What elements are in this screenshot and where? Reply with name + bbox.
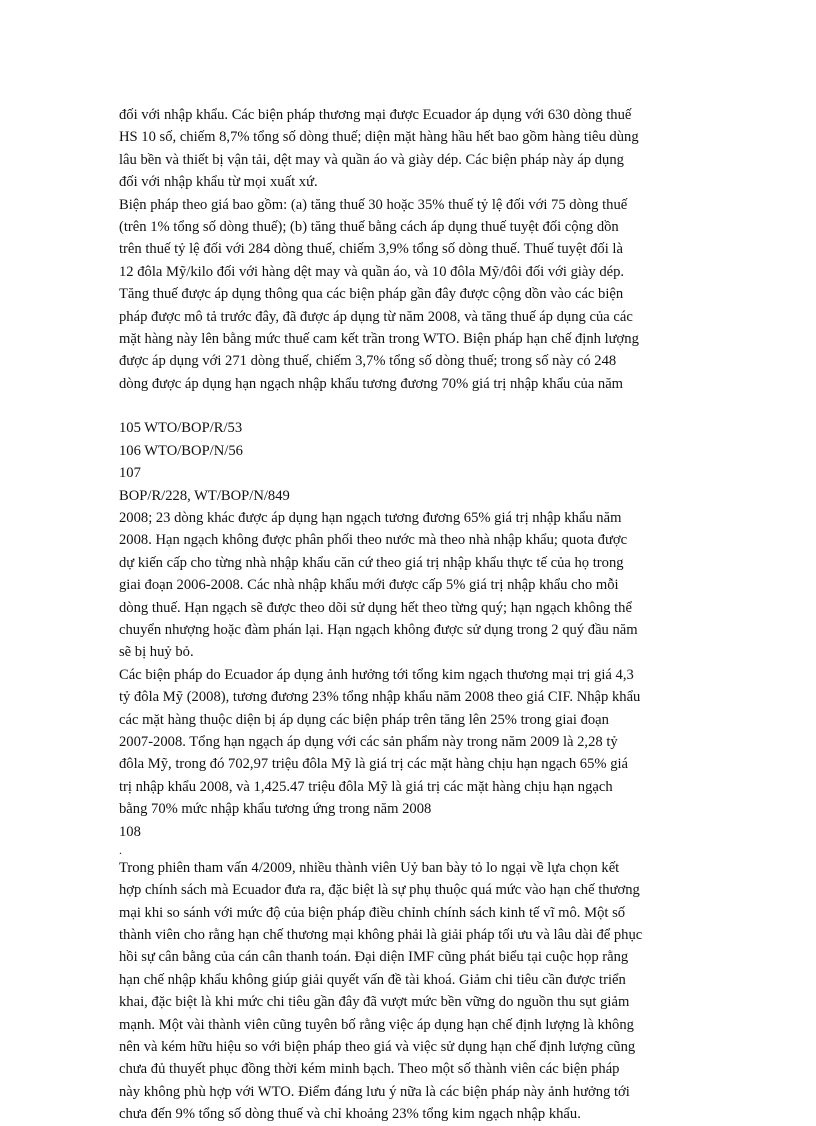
text-line: (trên 1% tổng số dòng thuế); (b) tăng thuế bằng cách áp dụng thuế tuyệt đối cộng dồn (119, 218, 619, 235)
text-line: bằng 70% mức nhập khẩu tương ứng trong năm 2008 (119, 801, 432, 818)
text-line: Biện pháp theo giá bao gồm: (a) tăng thuế 30 hoặc 35% thuế tỷ lệ đối với 75 dòng thuế (119, 196, 628, 213)
text-line: 2008; 23 dòng khác được áp dụng hạn ngạch tương đương 65% giá trị nhập khẩu năm (119, 510, 622, 527)
paragraph-2 (119, 194, 704, 396)
paragraph-4 (119, 664, 704, 821)
text-line: 2008. Hạn ngạch không được phân phối theo nước mà theo nhà nhập khẩu; quota được (119, 532, 628, 549)
text-line: chuyển nhượng hoặc đàm phán lại. Hạn ngạch không được sử dụng trong 2 quý đầu năm (119, 621, 638, 638)
paragraph-5 (119, 857, 704, 1126)
text-line: các mặt hàng thuộc diện bị áp dụng các biện pháp trên tăng lên 25% trong giai đoạn (119, 711, 609, 728)
text-line: trên thuế tỷ lệ đối với 284 dòng thuế, chiếm 3,9% tổng số dòng thuế. Thuế tuyệt đối là (119, 241, 623, 258)
footnote-107: 107 (119, 465, 141, 482)
text-line: thành viên cho rằng hạn chế thương mại không phải là giải pháp tối ưu và lâu dài để phục (119, 927, 643, 944)
paragraph-1 (119, 104, 704, 194)
text-line: dòng được áp dụng hạn ngạch nhập khẩu tương đương 70% giá trị nhập khẩu của năm (119, 375, 624, 392)
text-line: HS 10 số, chiếm 8,7% tổng số dòng thuế; diện mặt hàng hầu hết bao gồm hàng tiêu dùng (119, 129, 639, 146)
footnote-107-text: BOP/R/228, WT/BOP/N/849 (119, 487, 290, 504)
text-line: Các biện pháp do Ecuador áp dụng ảnh hưởng tới tổng kim ngạch thương mại trị giá 4,3 (119, 666, 634, 683)
text-line: mạnh. Một vài thành viên cũng tuyên bố rằng việc áp dụng hạn chế định lượng là không (119, 1016, 634, 1033)
text-line: hợp chính sách mà Ecuador đưa ra, đặc biệt là sự phụ thuộc quá mức vào hạn chế thương (119, 882, 640, 899)
text-line: dòng thuế. Hạn ngạch sẽ được theo dõi sử dụng hết theo từng quý; hạn ngạch không thể (119, 599, 632, 616)
text-line: chưa đủ thuyết phục đồng thời kém minh bạch. Theo một số thành viên các biện pháp (119, 1061, 620, 1078)
text-line: mặt hàng này lên bằng mức thuế cam kết trần trong WTO. Biện pháp hạn chế định lượng (119, 330, 639, 347)
text-line: đối với nhập khẩu từ mọi xuất xứ. (119, 174, 318, 191)
text-line: tỷ đôla Mỹ (2008), tương đương 23% tổng nhập khẩu năm 2008 theo giá CIF. Nhập khẩu (119, 689, 641, 706)
paragraph-3 (119, 507, 704, 664)
text-line: chưa đến 9% tổng số dòng thuế và chỉ khoảng 23% tổng kim ngạch nhập khẩu. (119, 1106, 581, 1123)
footnote-105: 105 WTO/BOP/R/53 (119, 420, 243, 437)
text-line: 2007-2008. Tổng hạn ngạch áp dụng với các sản phẩm này trong năm 2009 là 2,28 tỷ (119, 733, 618, 750)
text-line: khai, đặc biệt là khi mức chi tiêu gần đây đã vượt mức bền vững do nguồn thu sụt giảm (119, 994, 630, 1011)
text-line: trị nhập khẩu 2008, và 1,425.47 triệu đôla Mỹ là giá trị các mặt hàng chịu hạn ngạch (119, 778, 613, 795)
text-line: dự kiến cấp cho từng nhà nhập khẩu căn cứ theo giá trị nhập khẩu thực tế của họ trong (119, 554, 624, 571)
text-line: nên và kém hữu hiệu so với biện pháp theo giá và việc sử dụng hạn chế định lượng cũng (119, 1039, 636, 1056)
footnote-108: 108 (119, 823, 141, 840)
text-line: Trong phiên tham vấn 4/2009, nhiều thành viên Uỷ ban bày tỏ lo ngại về lựa chọn kết (119, 859, 620, 876)
dot-mark: . (119, 842, 122, 857)
text-line: mại khi so sánh với mức độ của biện pháp điều chỉnh chính sách kinh tế vĩ mô. Một số (119, 904, 626, 921)
text-line: đối với nhập khẩu. Các biện pháp thương mại được Ecuador áp dụng với 630 dòng thuế (119, 107, 632, 123)
text-line: được áp dụng với 271 dòng thuế, chiếm 3,7% tổng số dòng thuế; trong số này có 248 (119, 353, 617, 370)
text-line: pháp được mô tả trước đây, đã được áp dụng từ năm 2008, và tăng thuế áp dụng của các (119, 308, 633, 325)
text-line: hạn chế nhập khẩu không giúp giải quyết vấn đề tài khoá. Giảm chi tiêu cần được triển (119, 971, 626, 988)
text-line: hồi sự cân bằng của cán cân thanh toán. Đại diện IMF cũng phát biểu tại cuộc họp rằng (119, 949, 629, 966)
footnote-106: 106 WTO/BOP/N/56 (119, 442, 243, 459)
footnotes (119, 417, 704, 507)
text-line: 12 đôla Mỹ/kilo đối với hàng dệt may và quần áo, và 10 đôla Mỹ/đôi đối với giày dép. (119, 263, 625, 280)
text-line: sẽ bị huỷ bỏ. (119, 644, 194, 661)
text-line: Tăng thuế được áp dụng thông qua các biện pháp gần đây được cộng dồn vào các biện (119, 286, 624, 303)
text-line: này không phù hợp với WTO. Điểm đáng lưu ý nữa là các biện pháp này ảnh hưởng tới (119, 1083, 630, 1100)
text-line: đôla Mỹ, trong đó 702,97 triệu đôla Mỹ là giá trị các mặt hàng chịu hạn ngạch 65% giá (119, 756, 629, 773)
spacer (119, 395, 704, 417)
document-page (119, 104, 704, 1126)
text-line: lâu bền và thiết bị vận tải, dệt may và quần áo và giày dép. Các biện pháp này áp dụng (119, 151, 624, 168)
text-line: giai đoạn 2006-2008. Các nhà nhập khẩu mới được cấp 5% giá trị nhập khẩu cho mỗi (119, 577, 619, 594)
